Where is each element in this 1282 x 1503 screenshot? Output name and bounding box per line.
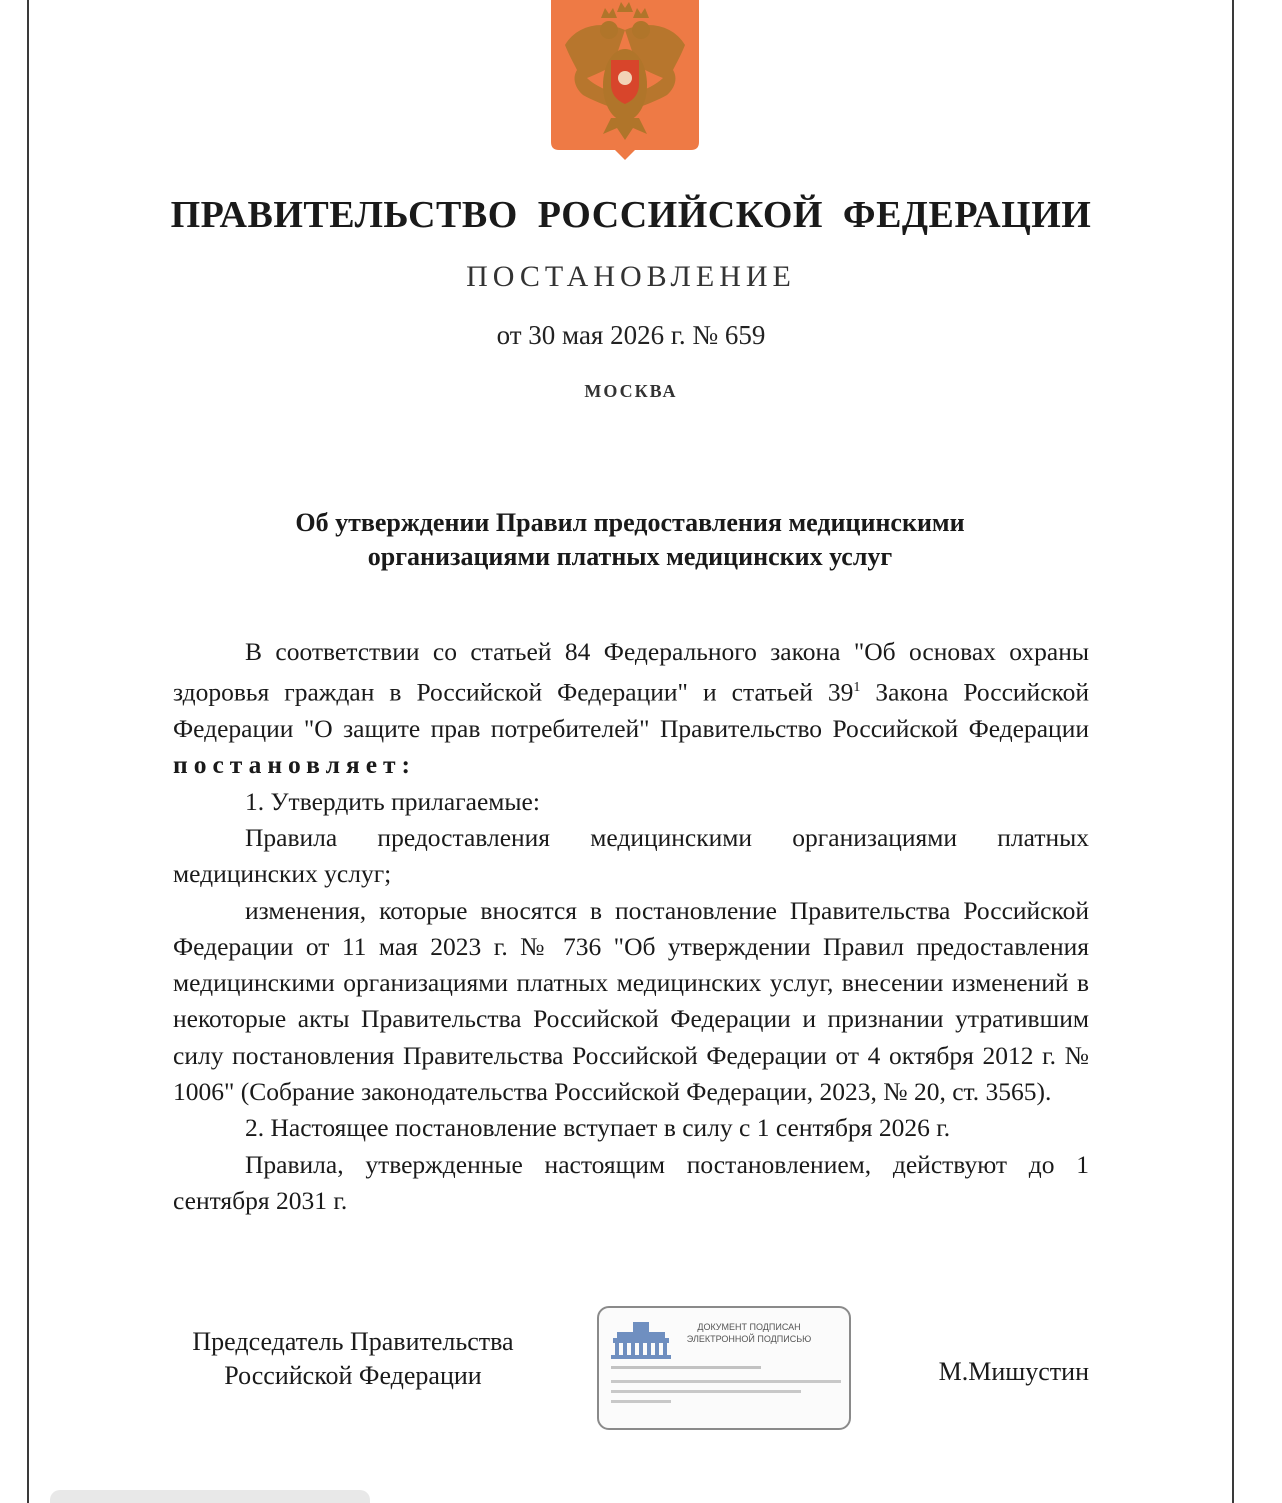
signatory-name: М.Мишустин [938, 1357, 1089, 1386]
signatory-position-line-2: Российской Федерации [224, 1361, 482, 1390]
signatory-position-line-1: Председатель Правительства [192, 1327, 514, 1356]
decree-body [173, 634, 1089, 1219]
decree-date-number: от 30 мая 2026 г. № 659 [496, 320, 766, 350]
decree-subject [240, 506, 1020, 574]
body-paragraph-preamble [173, 634, 1089, 784]
article-superscript: 1 [853, 680, 861, 696]
decree-city: МОСКВА [584, 381, 678, 401]
electronic-signature-stamp [597, 1306, 851, 1430]
preamble-text-2: Закона Российской Федерации "О защите прав потребителей" Правительство Российской Федерации [173, 677, 1089, 744]
signatory-position [173, 1325, 533, 1393]
body-paragraph-item-1: 1. Утвердить прилагаемые: [245, 786, 540, 816]
stamp-title-line-2: ЭЛЕКТРОННОЙ ПОДПИСЬЮ [686, 1334, 812, 1344]
body-paragraph-item-2: 2. Настоящее постановление вступает в силу с 1 сентября 2026 г. [245, 1113, 951, 1143]
subject-line-1: Об утверждении Правил предоставления медицинскими [295, 508, 965, 537]
resolves-word: постановляет: [173, 750, 417, 780]
body-paragraph-changes: изменения, которые вносятся в постановление Правительства Российской Федерации от 11 мая 2023 г. № 736 "Об утверждении Правил предоставления медицинскими организациями платных медицинских услуг, внесении изменений в некоторые акты Правительства Российской Федерации и признании утратившим силу постановления Правительства Российской Федерации от 4 октября 2012 г. № 1006" (Собрание законодательства Российской Федерации, 2023, № 20, ст. 3565). [173, 895, 1089, 1107]
government-building-icon [611, 1322, 671, 1359]
state-emblem-icon [547, 0, 703, 160]
body-paragraph-rules: Правила предоставления медицинскими организациями платных медицинских услуг; [173, 822, 1089, 889]
stamp-title-line-1: ДОКУМЕНТ ПОДПИСАН [697, 1322, 801, 1332]
preamble-text: В соответствии со статьей 84 Федерального закона "Об основах охраны здоровья граждан в Российской Федерации" и статьей 39 [173, 637, 1089, 707]
body-paragraph-validity: Правила, утвержденные настоящим постановлением, действуют до 1 сентября 2031 г. [173, 1149, 1089, 1215]
next-page-edge [50, 1490, 370, 1503]
decree-type: ПОСТАНОВЛЕНИЕ [466, 260, 796, 293]
subject-line-2: организациями платных медицинских услуг [367, 542, 893, 571]
government-title: ПРАВИТЕЛЬСТВО РОССИЙСКОЙ ФЕДЕРАЦИИ [170, 194, 1092, 236]
